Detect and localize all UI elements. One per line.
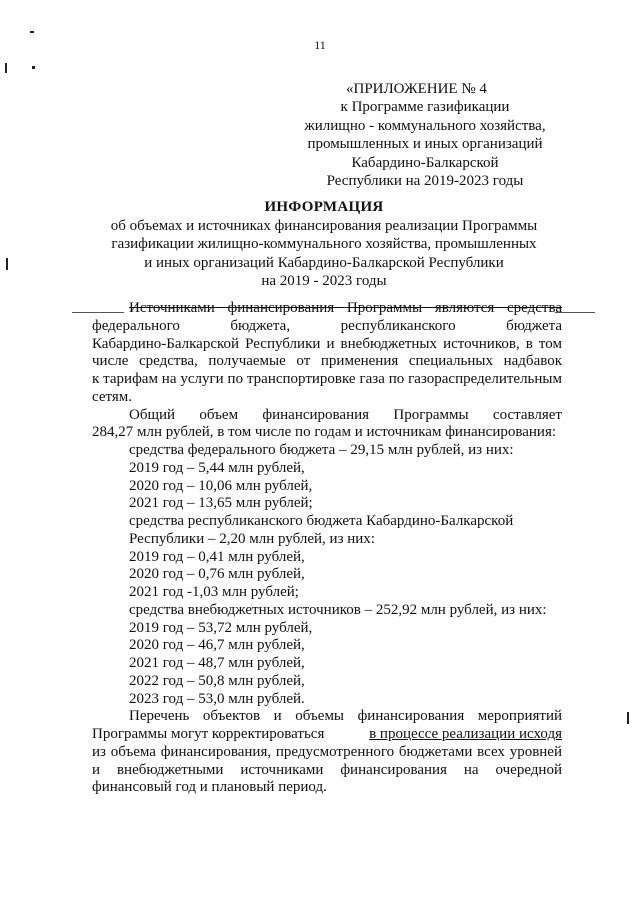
paragraph-line: сетям. (92, 388, 132, 405)
appendix-line: к Программе газификации (340, 99, 510, 116)
appendix-line: Кабардино-Балкарской (351, 154, 499, 171)
paragraph-line: 284,27 млн рублей, в том числе по годам и источникам финансирования: (92, 424, 557, 441)
paragraph-line (92, 726, 562, 744)
document-title: ИНФОРМАЦИЯ (264, 199, 384, 215)
paragraph-line: Источниками финансирования Программы являются средства (129, 300, 562, 316)
funding-year-line: 2021 год -1,03 млн рублей; (129, 584, 299, 600)
page-number: 11 (314, 38, 326, 52)
paragraph-line: Перечень объектов и объемы финансирования мероприятий (129, 708, 562, 725)
info-subtitle-line: на 2019 - 2023 годы (261, 272, 387, 289)
underlined-fragment: в процессе реализации исходя (369, 726, 562, 742)
paragraph-line: к тарифам на услуги по транспортировке газа по газораспределительным (92, 371, 562, 387)
paragraph-line: числе средства, получаемые от применения специальных надбавок (92, 353, 562, 370)
scan-mark (627, 712, 629, 724)
appendix-line: «ПРИЛОЖЕНИЕ № 4 (346, 81, 487, 97)
funding-year-line: 2020 год – 0,76 млн рублей, (129, 566, 305, 583)
funding-year-line: 2023 год – 53,0 млн рублей. (129, 690, 305, 707)
funding-year-line: 2021 год – 13,65 млн рублей; (129, 495, 313, 512)
paragraph-fragment: Программы могут корректироваться (92, 726, 325, 742)
info-subtitle-line: газификации жилищно-коммунального хозяйства, промышленных (111, 236, 537, 253)
appendix-line: промышленных и иных организаций (307, 136, 543, 153)
paragraph-line: Кабардино-Балкарской Республики и внебюджетных источников, в том (92, 335, 562, 352)
paragraph-line: финансовый год и плановый период. (92, 779, 327, 796)
funding-source-line: Республики – 2,20 млн рублей, из них: (129, 530, 375, 547)
funding-year-line: 2021 год – 48,7 млн рублей, (129, 655, 305, 671)
funding-year-line: 2022 год – 50,8 млн рублей, (129, 672, 305, 689)
funding-year-line: 2020 год – 10,06 млн рублей, (129, 477, 313, 494)
funding-year-line: 2019 год – 0,41 млн рублей, (129, 548, 305, 565)
funding-source-line: средства внебюджетных источников – 252,92 млн рублей, из них: (129, 601, 547, 618)
paragraph-line: федерального бюджета, республиканского бюджета (92, 317, 562, 334)
scan-mark (6, 258, 8, 270)
funding-year-line: 2020 год – 46,7 млн рублей, (129, 637, 305, 654)
info-heading (80, 198, 568, 290)
funding-source-line: средства федерального бюджета – 29,15 млн рублей, из них: (129, 442, 514, 458)
scan-mark (5, 63, 7, 73)
document-body (92, 300, 562, 797)
scan-mark (30, 31, 34, 33)
info-subtitle-line: об объемах и источниках финансирования реализации Программы (110, 218, 538, 235)
funding-year-line: 2019 год – 53,72 млн рублей, (129, 619, 313, 636)
paragraph-line: Общий объем финансирования Программы составляет (129, 406, 562, 423)
paragraph-line: и внебюджетными источниками финансирования на очередной (92, 761, 562, 778)
info-subtitle-line: и иных организаций Кабардино-Балкарской Республики (144, 254, 504, 271)
appendix-header (280, 80, 570, 190)
scan-mark (32, 66, 35, 69)
funding-source-line: средства республиканского бюджета Кабардино-Балкарской (129, 513, 514, 529)
appendix-line: Республики на 2019-2023 годы (326, 173, 524, 190)
funding-year-line: 2019 год – 5,44 млн рублей, (129, 459, 305, 476)
paragraph-line: из объема финансирования, предусмотренного бюджетами всех уровней (92, 743, 562, 760)
appendix-line: жилищно - коммунального хозяйства, (304, 117, 546, 134)
